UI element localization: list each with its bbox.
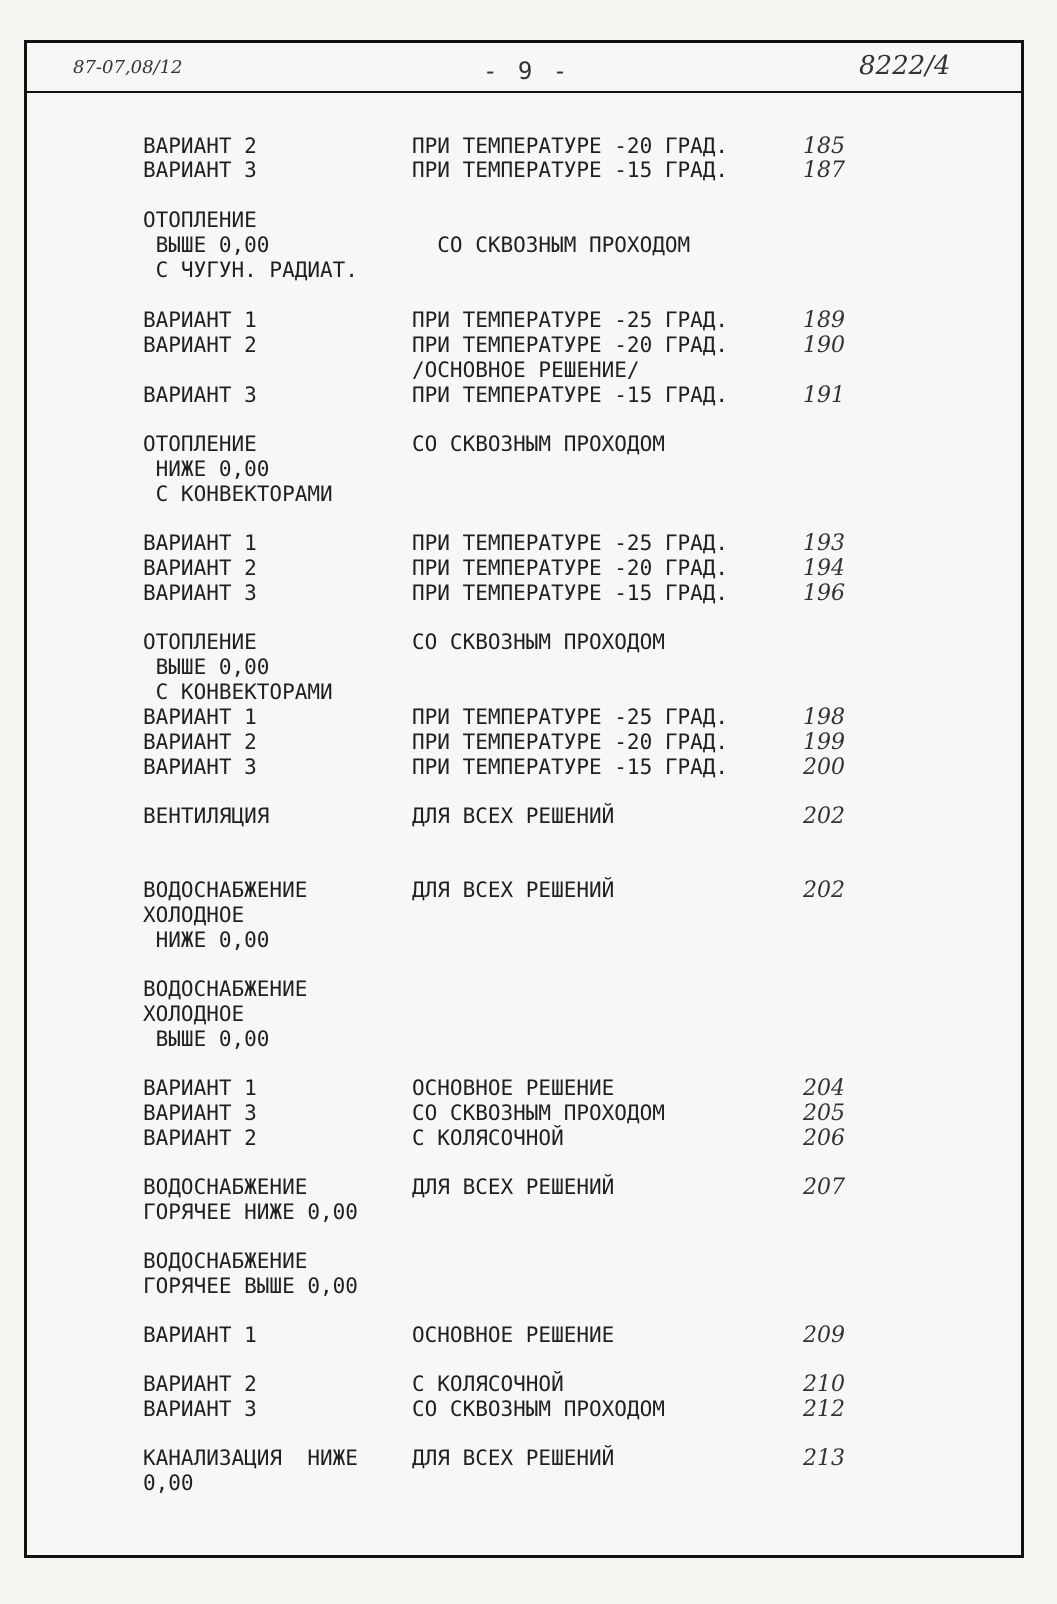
row-description: ОСНОВНОЕ РЕШЕНИЕ [412, 1076, 615, 1100]
row-label: ВАРИАНТ 1 [143, 308, 257, 332]
row-description: ДЛЯ ВСЕХ РЕШЕНИЙ [412, 804, 615, 828]
row-page-number: 196 [803, 581, 845, 606]
row-description: СО СКВОЗНЫМ ПРОХОДОМ [412, 233, 691, 257]
row-label: ВАРИАНТ 3 [143, 1397, 257, 1421]
row-description: ПРИ ТЕМПЕРАТУРЕ -25 ГРАД. [412, 308, 729, 332]
row-description: ОСНОВНОЕ РЕШЕНИЕ [412, 1323, 615, 1347]
row-label: НИЖЕ 0,00 [143, 928, 270, 952]
document-code-right: 8222/4 [859, 51, 951, 81]
row-description: ПРИ ТЕМПЕРАТУРЕ -15 ГРАД. [412, 581, 729, 605]
row-page-number: 202 [803, 804, 845, 829]
row-label: ХОЛОДНОЕ [143, 903, 245, 927]
row-label: ВАРИАНТ 2 [143, 730, 257, 754]
row-page-number: 206 [803, 1126, 845, 1151]
row-description: ПРИ ТЕМПЕРАТУРЕ -20 ГРАД. [412, 730, 729, 754]
row-label: ВАРИАНТ 1 [143, 1076, 257, 1100]
row-label: ГОРЯЧЕЕ НИЖЕ 0,00 [143, 1200, 358, 1224]
row-page-number: 204 [803, 1076, 845, 1101]
row-description: ДЛЯ ВСЕХ РЕШЕНИЙ [412, 1175, 615, 1199]
header-divider [27, 91, 1021, 93]
row-label: ВЫШЕ 0,00 [143, 1027, 270, 1051]
row-label: ВЕНТИЛЯЦИЯ [143, 804, 270, 828]
row-label: ВАРИАНТ 3 [143, 383, 257, 407]
row-description: ПРИ ТЕМПЕРАТУРЕ -15 ГРАД. [412, 755, 729, 779]
row-description: ПРИ ТЕМПЕРАТУРЕ -20 ГРАД. [412, 134, 729, 158]
row-description: ПРИ ТЕМПЕРАТУРЕ -20 ГРАД. [412, 556, 729, 580]
row-label: ВАРИАНТ 3 [143, 581, 257, 605]
row-label: ВАРИАНТ 2 [143, 1372, 257, 1396]
row-description: ПРИ ТЕМПЕРАТУРЕ -25 ГРАД. [412, 705, 729, 729]
row-page-number: 191 [803, 383, 845, 408]
row-page-number: 189 [803, 308, 845, 333]
row-page-number: 198 [803, 705, 845, 730]
row-label: ВАРИАНТ 1 [143, 1323, 257, 1347]
row-label: КАНАЛИЗАЦИЯ НИЖЕ [143, 1446, 358, 1470]
row-label: ВАРИАНТ 1 [143, 531, 257, 555]
row-description: ПРИ ТЕМПЕРАТУРЕ -15 ГРАД. [412, 383, 729, 407]
row-page-number: 194 [803, 556, 845, 581]
row-page-number: 190 [803, 333, 845, 358]
row-label: НИЖЕ 0,00 [143, 457, 270, 481]
row-label: ВЫШЕ 0,00 [143, 233, 270, 257]
row-label: ВОДОСНАБЖЕНИЕ [143, 977, 308, 1001]
row-label: ВАРИАНТ 2 [143, 333, 257, 357]
row-label: ОТОПЛЕНИЕ [143, 630, 257, 654]
row-page-number: 207 [803, 1175, 845, 1200]
row-label: ОТОПЛЕНИЕ [143, 208, 257, 232]
row-label: ВОДОСНАБЖЕНИЕ [143, 1175, 308, 1199]
row-page-number: 213 [803, 1446, 845, 1471]
row-label: ВАРИАНТ 2 [143, 1126, 257, 1150]
row-page-number: 209 [803, 1323, 845, 1348]
row-label: ВАРИАНТ 3 [143, 755, 257, 779]
row-label: С КОНВЕКТОРАМИ [143, 482, 333, 506]
row-description: С КОЛЯСОЧНОЙ [412, 1372, 564, 1396]
row-label: ГОРЯЧЕЕ ВЫШЕ 0,00 [143, 1274, 358, 1298]
row-page-number: 187 [803, 158, 845, 183]
row-label: ВОДОСНАБЖЕНИЕ [143, 1249, 308, 1273]
row-label: ВАРИАНТ 3 [143, 158, 257, 182]
document-code-left: 87-07,08/12 [73, 57, 183, 78]
row-label: ХОЛОДНОЕ [143, 1002, 245, 1026]
row-description: ПРИ ТЕМПЕРАТУРЕ -15 ГРАД. [412, 158, 729, 182]
row-label: ВАРИАНТ 2 [143, 134, 257, 158]
row-page-number: 212 [803, 1397, 845, 1422]
row-description: ПРИ ТЕМПЕРАТУРЕ -25 ГРАД. [412, 531, 729, 555]
row-label: ВЫШЕ 0,00 [143, 655, 270, 679]
row-label: С ЧУГУН. РАДИАТ. [143, 258, 358, 282]
row-page-number: 193 [803, 531, 845, 556]
row-page-number: 199 [803, 730, 845, 755]
row-page-number: 210 [803, 1372, 845, 1397]
row-label: С КОНВЕКТОРАМИ [143, 680, 333, 704]
row-description: СО СКВОЗНЫМ ПРОХОДОМ [412, 432, 665, 456]
row-page-number: 200 [803, 755, 845, 780]
row-page-number: 202 [803, 878, 845, 903]
row-description: СО СКВОЗНЫМ ПРОХОДОМ [412, 1397, 665, 1421]
row-label: 0,00 [143, 1471, 194, 1495]
row-page-number: 205 [803, 1101, 845, 1126]
row-description: СО СКВОЗНЫМ ПРОХОДОМ [412, 630, 665, 654]
row-description: ДЛЯ ВСЕХ РЕШЕНИЙ [412, 1446, 615, 1470]
row-page-number: 185 [803, 134, 845, 159]
row-description: ПРИ ТЕМПЕРАТУРЕ -20 ГРАД. [412, 333, 729, 357]
row-label: ВАРИАНТ 3 [143, 1101, 257, 1125]
row-description: С КОЛЯСОЧНОЙ [412, 1126, 564, 1150]
page-number: - 9 - [483, 57, 571, 85]
row-label: ОТОПЛЕНИЕ [143, 432, 257, 456]
row-label: ВАРИАНТ 2 [143, 556, 257, 580]
row-description: /ОСНОВНОЕ РЕШЕНИЕ/ [412, 358, 640, 382]
row-label: ВАРИАНТ 1 [143, 705, 257, 729]
row-label: ВОДОСНАБЖЕНИЕ [143, 878, 308, 902]
row-description: СО СКВОЗНЫМ ПРОХОДОМ [412, 1101, 665, 1125]
row-description: ДЛЯ ВСЕХ РЕШЕНИЙ [412, 878, 615, 902]
